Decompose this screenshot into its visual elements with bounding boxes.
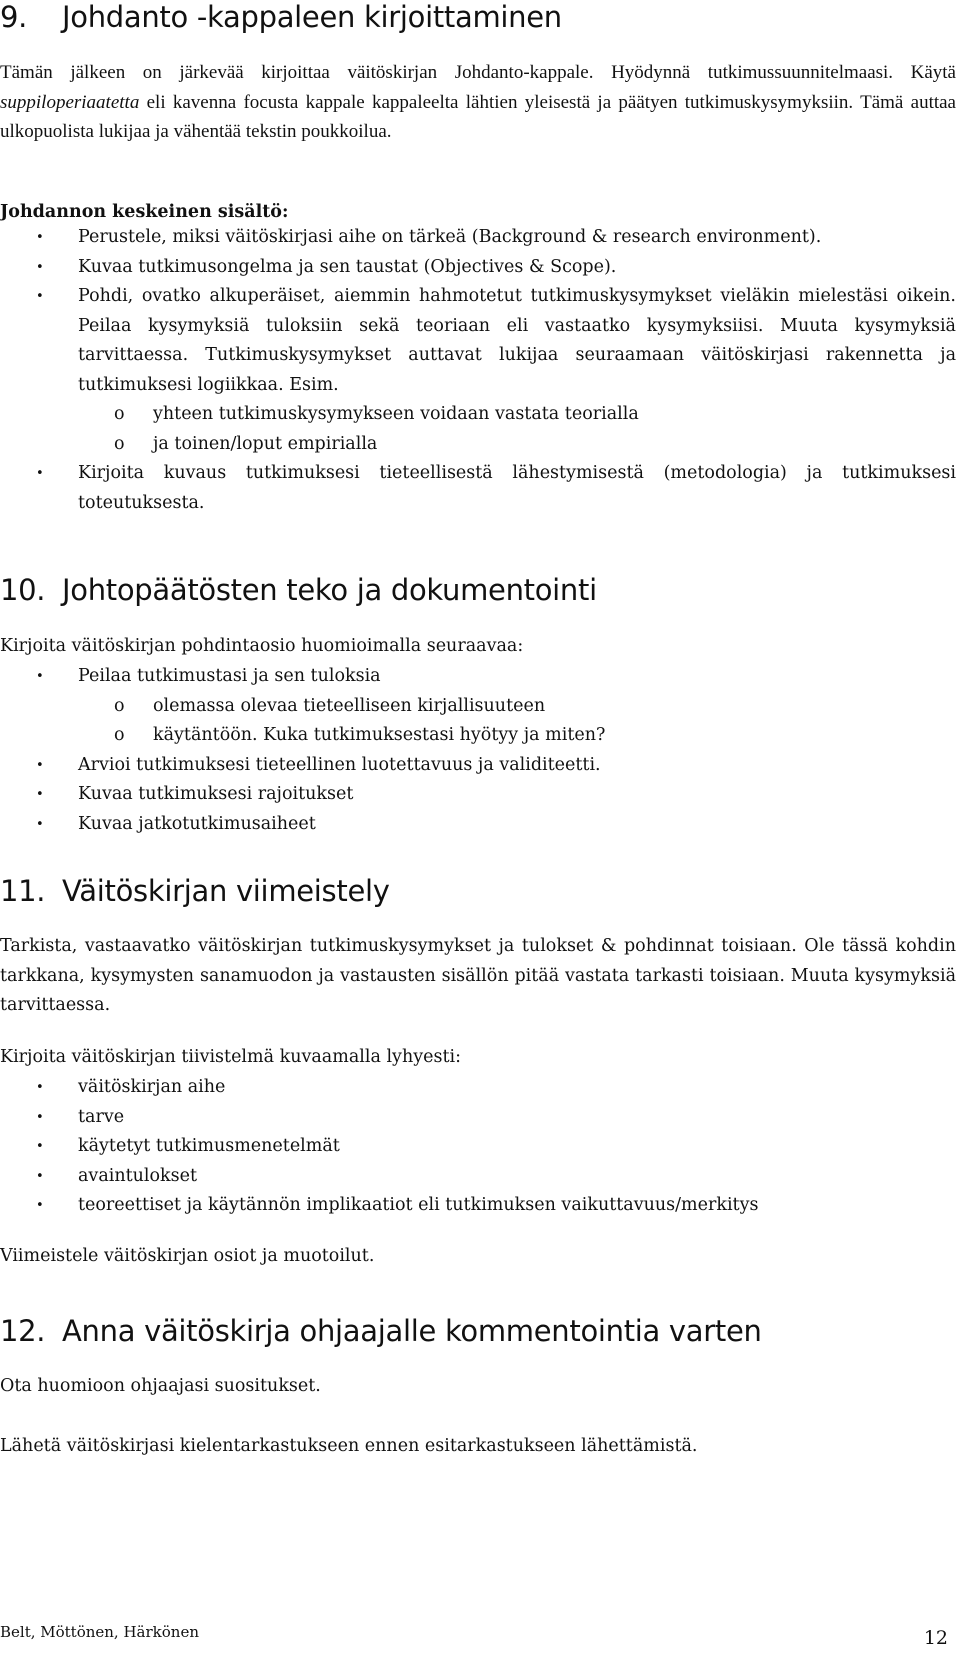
sub-list-item-text: yhteen tutkimuskysymykseen voidaan vastata teorialla xyxy=(153,404,639,424)
content-label: Johdannon keskeinen sisältö: xyxy=(0,202,289,222)
sub-list-item-text: olemassa olevaa tieteelliseen kirjallisuuteen xyxy=(153,695,546,716)
list-item-text: Peilaa tutkimustasi ja sen tuloksia xyxy=(78,666,381,686)
section-11-paragraph: Tarkista, vastaavatko väitöskirjan tutkimuskysymykset ja tulokset & pohdinnat toisiaan. Ole tässä kohdin tarkkana, kysymysten sanamuodon ja vastausten sisällön pitää vastata tarkasti toisiaan. Muuta kysymyksiä tarvittaessa. xyxy=(0,936,956,1015)
section-12-paragraph: Ota huomioon ohjaajasi suositukset. xyxy=(0,1376,321,1396)
sub-list-item-text: ja toinen/loput empirialla xyxy=(153,433,378,454)
list-item-text: Kuvaa tutkimuksesi rajoitukset xyxy=(78,784,354,804)
list-item-text: käytetyt tutkimusmenetelmät xyxy=(78,1136,340,1156)
section-number: 11. xyxy=(0,874,46,908)
intro-text: Tämän jälkeen on järkevää kirjoittaa väitöskirjan Johdanto-kappale. Hyödynnä tutkimussuunnitelmaasi. Käytä xyxy=(0,62,956,83)
bullet-icon: • xyxy=(36,289,44,304)
list-item-text: teoreettiset ja käytännön implikaatiot eli tutkimuksen vaikuttavuus/merkitys xyxy=(78,1195,759,1215)
bullet-icon: • xyxy=(36,787,44,802)
sub-list-item-text: käytäntöön. Kuka tutkimuksestasi hyötyy ja miten? xyxy=(153,725,606,745)
section-9-list xyxy=(0,223,956,518)
list-item-text: avaintulokset xyxy=(78,1165,198,1186)
section-title: Anna väitöskirja ohjaajalle kommentointia varten xyxy=(62,1314,762,1348)
list-item xyxy=(0,780,956,810)
list-item-text: tarve xyxy=(78,1106,125,1127)
bullet-icon: • xyxy=(36,259,44,275)
circle-bullet-icon: o xyxy=(114,404,125,424)
list-item-text: väitöskirjan aihe xyxy=(78,1077,226,1097)
summary-list xyxy=(0,1073,956,1221)
section-9-intro xyxy=(0,58,956,147)
bullet-icon: • xyxy=(36,1139,44,1154)
section-number: 9. xyxy=(0,0,28,34)
sub-list-item xyxy=(0,692,956,722)
bullet-icon: • xyxy=(36,1198,44,1213)
list-item xyxy=(0,662,956,692)
list-item xyxy=(0,459,956,518)
circle-bullet-icon: o xyxy=(114,725,125,745)
list-item xyxy=(0,1191,956,1221)
section-9-heading xyxy=(0,0,562,34)
list-item xyxy=(0,1162,956,1192)
list-item xyxy=(0,1073,956,1103)
bullet-icon: • xyxy=(36,466,44,481)
intro-text: eli kavenna focusta kappale kappaleelta lähtien yleisestä ja päätyen tutkimuskysymyksiin. Tämä auttaa ulkopuolista lukijaa ja vähentää tekstin poukkoilua. xyxy=(0,91,956,142)
section-11-heading xyxy=(0,874,390,908)
section-title: Johdanto -kappaleen kirjoittaminen xyxy=(62,0,562,34)
finishing-note: Viimeistele väitöskirjan osiot ja muotoilut. xyxy=(0,1246,375,1266)
list-item xyxy=(0,253,956,283)
list-item-text: Perustele, miksi väitöskirjasi aihe on tärkeä (Background & research environment). xyxy=(78,227,822,247)
circle-bullet-icon: o xyxy=(114,433,125,454)
sub-list-item xyxy=(0,400,956,430)
footer-authors: Belt, Möttönen, Härkönen xyxy=(0,1623,199,1641)
section-10-list xyxy=(0,662,956,839)
section-title: Väitöskirjan viimeistely xyxy=(62,874,390,908)
bullet-icon: • xyxy=(36,669,44,684)
bullet-icon: • xyxy=(36,757,44,773)
list-item xyxy=(0,810,956,840)
page-number: 12 xyxy=(923,1627,948,1649)
summary-intro: Kirjoita väitöskirjan tiivistelmä kuvaamalla lyhyesti: xyxy=(0,1047,461,1067)
list-item xyxy=(0,223,956,253)
section-title: Johtopäätösten teko ja dokumentointi xyxy=(62,573,597,607)
list-item-text: Kuvaa jatkotutkimusaiheet xyxy=(78,813,316,834)
bullet-icon: • xyxy=(36,1080,44,1095)
bullet-icon: • xyxy=(36,816,44,832)
section-12-paragraph: Lähetä väitöskirjasi kielentarkastukseen ennen esitarkastukseen lähettämistä. xyxy=(0,1436,698,1456)
bullet-icon: • xyxy=(36,1168,44,1184)
list-item xyxy=(0,751,956,781)
section-10-heading xyxy=(0,573,597,607)
circle-bullet-icon: o xyxy=(114,695,125,716)
section-12-heading xyxy=(0,1314,762,1348)
list-item xyxy=(0,1103,956,1133)
intro-emphasis: suppiloperiaatetta xyxy=(0,91,140,113)
section-number: 10. xyxy=(0,573,46,607)
list-item-text: Kirjoita kuvaus tutkimuksesi tieteellisestä lähestymisestä (metodologia) ja tutkimuksesi toteutuksesta. xyxy=(78,463,956,513)
list-item-text: Arvioi tutkimuksesi tieteellinen luotettavuus ja validiteetti. xyxy=(78,754,601,775)
list-item-text: Pohdi, ovatko alkuperäiset, aiemmin hahmotetut tutkimuskysymykset vieläkin mielestäsi oikein. Peilaa kysymyksiä tuloksiin sekä teoriaan eli vastaatko kysymyksiisi. Muuta kysymyksiä tarvittaessa. Tutkimuskysymykset auttavat lukijaa seuraamaan väitöskirjasi rakennetta ja tutkimuksesi logiikkaa. Esim. xyxy=(78,286,956,395)
list-item xyxy=(0,1132,956,1162)
sub-list-item xyxy=(0,430,956,460)
list-item-text: Kuvaa tutkimusongelma ja sen taustat (Objectives & Scope). xyxy=(78,256,617,277)
bullet-icon: • xyxy=(36,1109,44,1125)
section-10-intro: Kirjoita väitöskirjan pohdintaosio huomioimalla seuraavaa: xyxy=(0,636,524,656)
bullet-icon: • xyxy=(36,230,44,245)
section-number: 12. xyxy=(0,1314,46,1348)
list-item xyxy=(0,282,956,400)
sub-list-item xyxy=(0,721,956,751)
